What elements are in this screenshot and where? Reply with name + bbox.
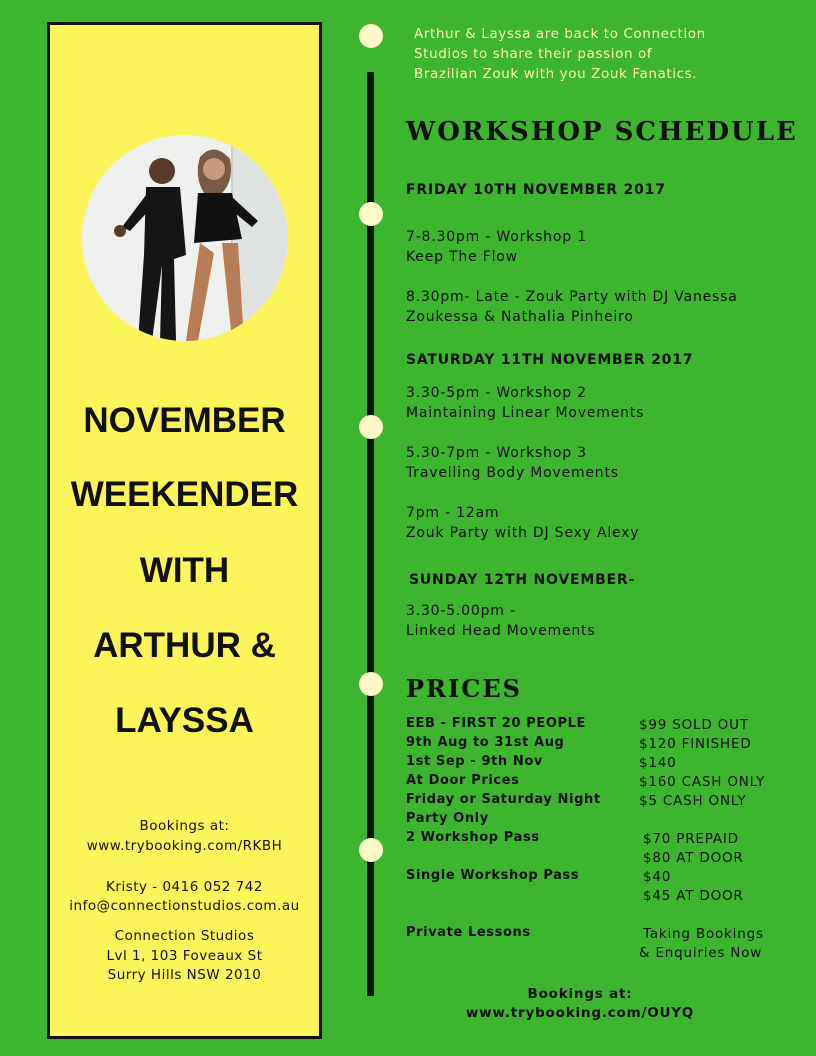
price-value: $120 FINISHED (639, 736, 752, 752)
price-label: 2 Workshop Pass (406, 830, 540, 845)
price-label: Single Workshop Pass (406, 868, 580, 883)
event-title-line-4: ARTHUR & (93, 626, 276, 665)
dancers-photo (82, 135, 288, 341)
price-value: $70 PREPAID (643, 831, 739, 847)
dancers-photo-illustration (82, 135, 288, 341)
price-label: Party Only (406, 811, 489, 826)
schedule-title: WORKSHOP SCHEDULE (406, 117, 798, 147)
event-title-line-3: WITH (139, 551, 230, 590)
sidebar-bookings-label: Bookings at: (139, 818, 230, 834)
event-title-line-5: LAYSSA (115, 701, 254, 740)
timeline-dot (359, 202, 383, 226)
intro-line: Brazilian Zouk with you Zouk Fanatics. (414, 66, 698, 82)
slot-title: Zouk Party with DJ Sexy Alexy (406, 525, 640, 541)
contact-email[interactable]: info@connectionstudios.com.au (69, 898, 300, 914)
slot-time: 7-8.30pm - Workshop 1 (406, 229, 587, 245)
timeline-dot (359, 672, 383, 696)
price-value: & Enquiries Now (639, 945, 763, 961)
day-heading-sunday: SUNDAY 12TH NOVEMBER- (409, 572, 636, 588)
price-label: At Door Prices (406, 773, 520, 788)
schedule-slot (406, 601, 766, 641)
price-value: $160 CASH ONLY (639, 774, 766, 790)
day-heading-saturday: SATURDAY 11TH NOVEMBER 2017 (406, 352, 694, 368)
slot-time: 8.30pm- Late - Zouk Party with DJ Vanessa (406, 289, 738, 305)
venue-suburb: Surry Hills NSW 2010 (107, 967, 262, 983)
slot-time: 3.30-5pm - Workshop 2 (406, 385, 587, 401)
slot-time: 3.30-5.00pm - (406, 603, 516, 619)
slot-title: Linked Head Movements (406, 623, 596, 639)
schedule-slot (406, 287, 766, 327)
slot-time: 5.30-7pm - Workshop 3 (406, 445, 587, 461)
venue-name: Connection Studios (114, 928, 255, 944)
timeline-dot (359, 838, 383, 862)
timeline-dot (359, 415, 383, 439)
slot-title: Keep The Flow (406, 249, 518, 265)
event-title-line-1: NOVEMBER (83, 401, 286, 440)
price-value: $5 CASH ONLY (639, 793, 747, 809)
price-value: $40 (643, 869, 672, 885)
schedule-slot (406, 383, 766, 423)
price-label: Friday or Saturday Night (406, 792, 601, 807)
contact-phone: Kristy - 0416 052 742 (106, 879, 263, 895)
footer-bookings-label: Bookings at: (527, 986, 633, 1002)
price-label: 9th Aug to 31st Aug (406, 735, 565, 750)
intro-text (414, 24, 734, 84)
day-heading-friday: FRIDAY 10TH NOVEMBER 2017 (406, 182, 666, 198)
schedule-slot (406, 503, 766, 543)
price-value: $99 SOLD OUT (639, 717, 749, 733)
prices-title: PRICES (406, 674, 522, 703)
event-title-panel (47, 22, 322, 1039)
slot-title: Zoukessa & Nathalia Pinheiro (406, 309, 634, 325)
intro-line: Arthur & Layssa are back to Connection (414, 26, 706, 42)
intro-line: Studios to share their passion of (414, 46, 653, 62)
price-label: EEB - FIRST 20 PEOPLE (406, 716, 586, 731)
price-value: $45 AT DOOR (643, 888, 744, 904)
price-label: 1st Sep - 9th Nov (406, 754, 543, 769)
event-title-line-2: WEEKENDER (70, 475, 299, 514)
slot-time: 7pm - 12am (406, 505, 500, 521)
price-value: Taking Bookings (643, 926, 764, 942)
slot-title: Travelling Body Movements (406, 465, 619, 481)
sidebar-bookings-link[interactable]: www.trybooking.com/RKBH (86, 838, 283, 854)
slot-title: Maintaining Linear Movements (406, 405, 645, 421)
footer-bookings-link[interactable]: www.trybooking.com/OUYQ (465, 1005, 695, 1021)
price-label: Private Lessons (406, 925, 531, 940)
schedule-slot (406, 227, 766, 267)
price-value: $140 (639, 755, 677, 771)
price-value: $80 AT DOOR (643, 850, 744, 866)
schedule-slot (406, 443, 766, 483)
timeline-dot (359, 24, 383, 48)
venue-street: Lvl 1, 103 Foveaux St (106, 948, 263, 964)
